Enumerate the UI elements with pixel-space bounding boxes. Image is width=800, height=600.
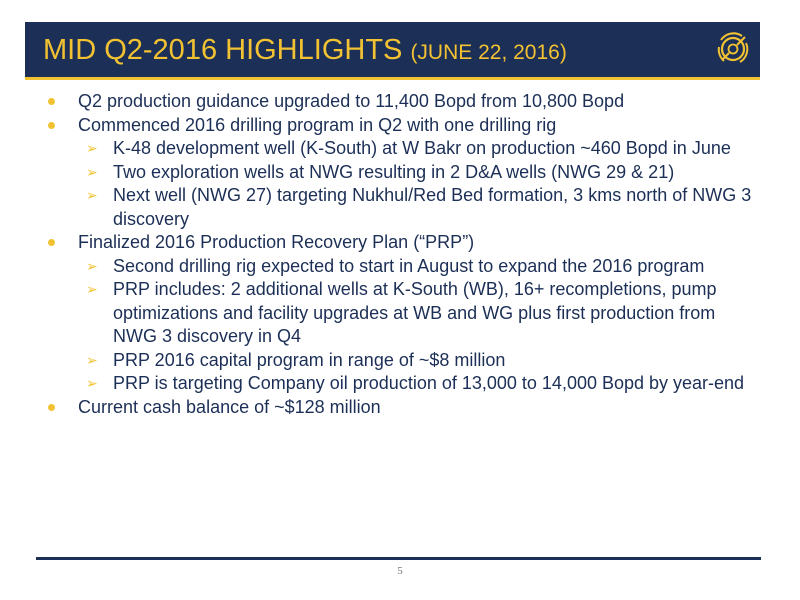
bullet-item <box>42 231 762 255</box>
arrow-bullet-icon: ➢ <box>86 375 98 391</box>
sub-bullet-item <box>42 255 762 279</box>
bullet-text: PRP includes: 2 additional wells at K-South (WB), 16+ recompletions, pump optimizations and facility upgrades at WB and WG plus first production from NWG 3 discovery in Q4 <box>113 279 717 346</box>
dot-bullet-icon <box>48 98 55 105</box>
arrow-bullet-icon: ➢ <box>86 351 98 368</box>
arrow-bullet-icon: ➢ <box>86 257 98 274</box>
bullet-item <box>42 396 762 420</box>
sub-bullet-item <box>42 278 762 349</box>
page-number: 5 <box>397 565 403 577</box>
sub-bullet-item <box>42 349 762 373</box>
arrow-bullet-icon: ➢ <box>86 187 98 203</box>
bullet-text: PRP is targeting Company oil production of 13,000 to 14,000 Bopd by year-end <box>113 373 745 393</box>
arrow-bullet-icon: ➢ <box>86 140 98 156</box>
bullet-text: Two exploration wells at NWG resulting in 2 D&A wells (NWG 29 & 21) <box>113 161 675 182</box>
title-bar <box>25 22 760 80</box>
bullet-text: K-48 development well (K-South) at W Bakr on production ~460 Bopd in June <box>113 138 731 158</box>
title-main: MID Q2-2016 HIGHLIGHTS <box>43 34 403 66</box>
sub-bullet-item <box>42 137 762 161</box>
dot-bullet-icon <box>48 404 55 411</box>
title-date: (JUNE 22, 2016) <box>410 41 567 64</box>
arrow-bullet-icon: ➢ <box>86 281 98 297</box>
bullet-text: Finalized 2016 Production Recovery Plan (“PRP”) <box>78 232 475 252</box>
bullet-text: Current cash balance of ~$128 million <box>78 396 381 417</box>
footer-divider <box>36 557 761 560</box>
arrow-bullet-icon: ➢ <box>86 163 98 180</box>
bullet-text: Commenced 2016 drilling program in Q2 with one drilling rig <box>78 114 557 135</box>
bullet-text: Next well (NWG 27) targeting Nukhul/Red Bed formation, 3 kms north of NWG 3 discovery <box>113 185 752 229</box>
bullet-text: Q2 production guidance upgraded to 11,400 Bopd from 10,800 Bopd <box>78 91 625 111</box>
slide-title <box>43 35 567 68</box>
dot-bullet-icon <box>48 239 55 246</box>
company-logo-icon <box>715 31 751 67</box>
dot-bullet-icon <box>48 122 55 129</box>
bullet-text: PRP 2016 capital program in range of ~$8 million <box>113 349 506 370</box>
sub-bullet-item <box>42 184 762 231</box>
bullet-text: Second drilling rig expected to start in August to expand the 2016 program <box>113 255 705 276</box>
bullet-item <box>42 90 762 114</box>
sub-bullet-item <box>42 372 762 396</box>
bullet-list <box>42 90 762 419</box>
bullet-item <box>42 114 762 138</box>
sub-bullet-item <box>42 161 762 185</box>
